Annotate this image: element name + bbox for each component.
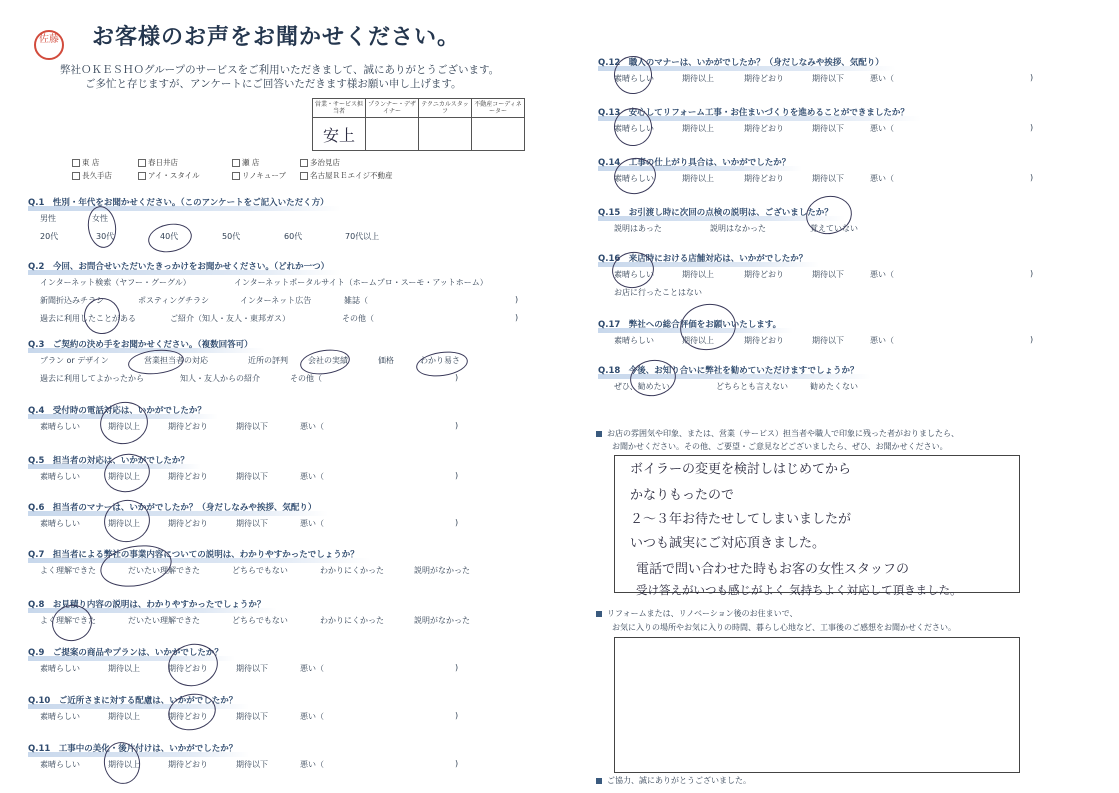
checkbox[interactable] (300, 172, 308, 180)
question-R-7: Q.18 今後、お知り合いに弊社を勧めていただけますでしょうか？ (598, 366, 859, 376)
answer-option[interactable]: 説明がなかった (414, 566, 470, 575)
checkbox[interactable] (232, 172, 240, 180)
bullet-square-icon (596, 431, 602, 437)
answer-option[interactable]: インターネットポータルサイト（ホームプロ・スーモ・アットホーム） (234, 278, 488, 287)
answer-option[interactable]: 説明がなかった (414, 616, 470, 625)
answer-circle (127, 347, 185, 377)
question-L-3: Q.3 ご契約の決め手をお聞かせください。（複数回答可） (28, 340, 253, 350)
question-L-1: Q.1 性別・年代をお聞かせください。（このアンケートをご記入いただく方） (28, 198, 329, 208)
answer-option[interactable]: よく理解できた (40, 616, 96, 625)
answer-option[interactable]: 営業担当者の対応 (144, 356, 208, 365)
answer-option[interactable]: 期待以上 (108, 760, 140, 769)
intro-line-2: ご多忙と存じますが、アンケートにご回答いただきます様お願い申し上げます。 (85, 78, 462, 90)
comment-prompt-2a: リフォームまたは、リノベーション後のお住まいで、 (596, 608, 797, 619)
answer-option[interactable]: 勧めたくない (810, 382, 858, 391)
answer-option[interactable]: 期待以下 (236, 519, 268, 528)
answer-option[interactable]: どちらでもない (232, 616, 288, 625)
staff-value[interactable] (366, 118, 419, 151)
answer-option[interactable]: 期待以下 (236, 712, 268, 721)
store-label: リノキューブ (242, 171, 287, 180)
answer-option[interactable]: わかりにくかった (320, 616, 384, 625)
option-paren: ) (455, 518, 459, 527)
bullet-square-icon (596, 611, 602, 617)
answer-option[interactable]: 素晴らしい (40, 760, 80, 769)
checkbox[interactable] (138, 172, 146, 180)
handwritten-line: ボイラーの変更を検討しはじめてから (630, 462, 852, 477)
answer-option[interactable]: その他（ (290, 374, 322, 383)
question-L-6: Q.6 担当者のマナーは、いかがでしたか？（身だしなみや挨拶、気配り） (28, 503, 317, 513)
answer-option[interactable]: 期待どおり (168, 664, 208, 673)
store-checkbox-item[interactable] (138, 157, 178, 168)
answer-option[interactable]: 知人・友人からの紹介 (180, 374, 260, 383)
staff-header: 不動産コーディネーター (472, 99, 525, 118)
answer-option[interactable]: だいたい理解できた (128, 616, 200, 625)
answer-option[interactable]: 過去に利用したことがある (40, 314, 136, 323)
answer-option[interactable]: 悪い（ (300, 519, 324, 528)
option-paren: ) (455, 421, 459, 430)
answer-option[interactable]: 悪い（ (870, 124, 894, 133)
answer-option[interactable]: 雑誌（ (344, 296, 368, 305)
answer-option[interactable]: インターネット検索（ヤフー・グーグル） (40, 278, 191, 287)
answer-circle (676, 299, 739, 354)
question-R-1: Q.12 職人のマナーは、いかがでしたか？（身だしなみや挨拶、気配り） (598, 58, 884, 68)
answer-option[interactable]: 悪い（ (300, 712, 324, 721)
answer-option[interactable]: 期待以上 (682, 174, 714, 183)
answer-option[interactable]: 期待以下 (812, 74, 844, 83)
staff-header: 営業・サービス担当者 (313, 99, 366, 118)
answer-option[interactable]: 素晴らしい (40, 472, 80, 481)
staff-header: プランナー・デザイナー (366, 99, 419, 118)
option-paren: ) (1030, 335, 1034, 344)
question-R-3: Q.14 工事の仕上がり具合は、いかがでしたか？ (598, 158, 791, 168)
answer-option[interactable]: 素晴らしい (40, 664, 80, 673)
option-paren: ) (1030, 173, 1034, 182)
answer-option[interactable]: 期待どおり (744, 174, 784, 183)
answer-option[interactable]: 素晴らしい (614, 174, 654, 183)
question-L-11: Q.11 工事中の美化・後片付けは、いかがでしたか？ (28, 744, 238, 754)
answer-option[interactable]: 悪い（ (300, 422, 324, 431)
checkbox[interactable] (72, 172, 80, 180)
answer-option[interactable]: わかり易さ (420, 356, 460, 365)
answer-option[interactable]: 期待以上 (108, 519, 140, 528)
answer-option[interactable]: 悪い（ (870, 336, 894, 345)
answer-option[interactable]: 素晴らしい (614, 124, 654, 133)
question-L-4: Q.4 受付時の電話対応は、いかがでしたか？ (28, 406, 206, 416)
thanks-message: ご協力、誠にありがとうございました。 (596, 775, 751, 786)
question-L-5: Q.5 担当者の対応は、いかがでしたか？ (28, 456, 189, 466)
answer-option[interactable]: 期待どおり (744, 270, 784, 279)
answer-option[interactable]: 30代 (96, 232, 115, 241)
store-checkbox-item[interactable] (300, 170, 393, 181)
answer-option[interactable]: ぜひ、勧めたい (614, 382, 670, 391)
option-paren: ) (1030, 73, 1034, 82)
answer-option[interactable]: 近所の評判 (248, 356, 288, 365)
question-R-6: Q.17 弊社への総合評価をお願いいたします。 (598, 320, 782, 330)
answer-option[interactable]: 期待どおり (168, 760, 208, 769)
intro-line-1: 弊社ＯＫＥＳＨＯグループのサービスをご利用いただきまして、誠にありがとうございます。 (60, 64, 500, 76)
handwritten-line: 電話で問い合わせた時もお客の女性スタッフの (636, 562, 910, 577)
answer-option[interactable]: インターネット広告 (240, 296, 312, 305)
handwritten-line: いつも誠実にご対応頂きました。 (630, 536, 826, 551)
answer-option[interactable]: 悪い（ (300, 760, 324, 769)
answer-option[interactable]: 期待以上 (682, 270, 714, 279)
question-R-5: Q.16 来店時における店舗対応は、いかがでしたか？ (598, 254, 808, 264)
option-paren: ) (455, 373, 459, 382)
answer-option[interactable]: 70代以上 (345, 232, 380, 241)
checkbox[interactable] (72, 159, 80, 167)
answer-option[interactable]: 期待以下 (812, 124, 844, 133)
answer-option[interactable]: 50代 (222, 232, 241, 241)
handwritten-line: かなりもったので (630, 488, 735, 503)
staff-header: テクニカルスタッフ (419, 99, 472, 118)
answer-option[interactable]: 期待どおり (744, 74, 784, 83)
answer-option[interactable]: ご紹介（知人・友人・東邦ガス） (170, 314, 290, 323)
answer-option[interactable]: 40代 (160, 232, 179, 241)
answer-option[interactable]: 悪い（ (300, 664, 324, 673)
answer-option[interactable]: 素晴らしい (614, 74, 654, 83)
handwritten-line: ２～３年お待たせしてしまいましたが (630, 512, 852, 527)
answer-option[interactable]: 素晴らしい (40, 422, 80, 431)
checkbox[interactable] (138, 159, 146, 167)
answer-option[interactable]: だいたい理解できた (128, 566, 200, 575)
bullet-square-icon (596, 778, 602, 784)
option-paren: ) (455, 759, 459, 768)
store-checkbox-item[interactable] (138, 170, 200, 181)
option-paren: ) (1030, 123, 1034, 132)
store-checkbox-item[interactable] (300, 157, 340, 168)
store-checkbox-item[interactable] (232, 157, 259, 168)
store-checkbox-item[interactable] (72, 170, 112, 181)
answer-option[interactable]: 男性 (40, 214, 56, 223)
answer-option[interactable]: 期待以上 (108, 422, 140, 431)
question-L-10: Q.10 ご近所さまに対する配慮は、いかがでしたか？ (28, 696, 238, 706)
question-L-7: Q.7 担当者による弊社の事業内容についての説明は、わかりやすかったでしょうか？ (28, 550, 359, 560)
handwritten-line: 受け答えがいつも感じがよく 気持ちよく対応して頂きました。 (636, 583, 962, 597)
answer-option[interactable]: 期待以下 (812, 270, 844, 279)
answer-option[interactable]: 期待どおり (744, 124, 784, 133)
answer-option[interactable]: 過去に利用してよかったから (40, 374, 144, 383)
answer-option[interactable]: 期待どおり (168, 472, 208, 481)
answer-option[interactable]: 期待どおり (168, 422, 208, 431)
store-label: 東 店 (82, 158, 100, 167)
answer-option[interactable]: 期待以下 (236, 472, 268, 481)
store-checkbox-item[interactable] (232, 170, 286, 181)
checkbox[interactable] (232, 159, 240, 167)
option-paren: ) (455, 663, 459, 672)
answer-option[interactable]: どちらでもない (232, 566, 288, 575)
answer-option[interactable]: ポスティングチラシ (138, 296, 210, 305)
answer-option[interactable]: 悪い（ (300, 472, 324, 481)
answer-option[interactable]: 女性 (92, 214, 108, 223)
answer-circle (627, 356, 679, 399)
option-paren: ) (515, 295, 519, 304)
answer-option[interactable]: 説明はあった (614, 224, 662, 233)
answer-option[interactable]: 価格 (378, 356, 394, 365)
answer-option[interactable]: どちらとも言えない (716, 382, 788, 391)
store-checkbox-item[interactable] (72, 157, 99, 168)
answer-circle (85, 204, 119, 249)
answer-option[interactable]: よく理解できた (40, 566, 96, 575)
option-paren: ) (515, 313, 519, 322)
answer-option[interactable]: 期待以下 (236, 760, 268, 769)
answer-option[interactable]: 期待以下 (812, 174, 844, 183)
answer-option[interactable]: 期待以下 (236, 664, 268, 673)
answer-option[interactable]: 素晴らしい (614, 270, 654, 279)
staff-value[interactable] (419, 118, 472, 151)
answer-option[interactable]: その他（ (342, 314, 374, 323)
hanko-stamp: 佐藤 (34, 30, 64, 60)
question-L-8: Q.8 お見積り内容の説明は、わかりやすかったでしょうか？ (28, 600, 266, 610)
answer-option[interactable]: 会社の実績 (308, 356, 348, 365)
question-R-2: Q.13 安心してリフォーム工事・お住まいづくりを進めることができましたか？ (598, 108, 909, 118)
store-label: 瀬 店 (242, 158, 260, 167)
answer-option[interactable]: 素晴らしい (614, 336, 654, 345)
question-L-2: Q.2 今回、お問合せいただいたきっかけをお聞かせください。（どれか一つ） (28, 262, 330, 272)
answer-option[interactable]: 素晴らしい (40, 712, 80, 721)
answer-option[interactable]: プラン or デザイン (40, 356, 109, 365)
answer-option[interactable]: 素晴らしい (40, 519, 80, 528)
option-paren: ) (455, 711, 459, 720)
answer-option[interactable]: 新聞折込みチラシ (40, 296, 104, 305)
comment-prompt-1b: お聞かせください。その他、ご要望・ご意見などございましたら、ぜひ、お聞かせください。 (612, 442, 948, 451)
checkbox[interactable] (300, 159, 308, 167)
staff-value[interactable]: 安上 (313, 118, 366, 151)
question-R-4: Q.15 お引渡し時に次回の点検の説明は、ございましたか？ (598, 208, 833, 218)
store-label: アイ・スタイル (148, 171, 200, 180)
comment-box-2[interactable] (614, 637, 1020, 773)
store-label: 長久手店 (82, 171, 112, 180)
staff-table (312, 98, 525, 151)
answer-option[interactable]: 60代 (284, 232, 303, 241)
answer-option[interactable]: 悪い（ (870, 270, 894, 279)
answer-option[interactable]: 期待以上 (108, 664, 140, 673)
answer-option[interactable]: 覚えていない (810, 224, 858, 233)
answer-option[interactable]: 20代 (40, 232, 59, 241)
option-paren: ) (455, 471, 459, 480)
answer-option[interactable]: 期待以上 (682, 124, 714, 133)
store-label: 多治見店 (310, 158, 340, 167)
answer-option[interactable]: わかりにくかった (320, 566, 384, 575)
question-L-9: Q.9 ご提案の商品やプランは、いかがでしたか？ (28, 648, 223, 658)
answer-circle (415, 348, 470, 379)
answer-option[interactable]: 期待以上 (108, 712, 140, 721)
answer-option[interactable]: 期待どおり (168, 712, 208, 721)
store-label: 春日井店 (148, 158, 178, 167)
option-paren: ) (1030, 269, 1034, 278)
answer-option[interactable]: 悪い（ (870, 174, 894, 183)
page-title: お客様のお声をお聞かせください。 (92, 25, 461, 50)
answer-option[interactable]: 説明はなかった (710, 224, 766, 233)
answer-option[interactable]: 期待以下 (812, 336, 844, 345)
staff-value[interactable] (472, 118, 525, 151)
comment-prompt-1a: お店の雰囲気や印象、または、営業（サービス）担当者や職人で印象に残った者がおりましたら、 (596, 428, 959, 439)
answer-circle (146, 220, 194, 255)
answer-option[interactable]: 期待以上 (682, 74, 714, 83)
answer-option[interactable]: 期待以下 (236, 422, 268, 431)
store-label: 名古屋ＲＥエイジ不動産 (310, 171, 393, 180)
answer-option[interactable]: 期待どおり (744, 336, 784, 345)
answer-option[interactable]: 期待どおり (168, 519, 208, 528)
answer-option[interactable]: 期待以上 (108, 472, 140, 481)
answer-option[interactable]: 悪い（ (870, 74, 894, 83)
answer-option[interactable]: 期待以上 (682, 336, 714, 345)
answer-option[interactable]: お店に行ったことはない (614, 288, 702, 297)
comment-prompt-2b: お気に入りの場所やお気に入りの時間、暮らし心地など、工事後のご感想をお聞かせください。 (612, 623, 956, 632)
